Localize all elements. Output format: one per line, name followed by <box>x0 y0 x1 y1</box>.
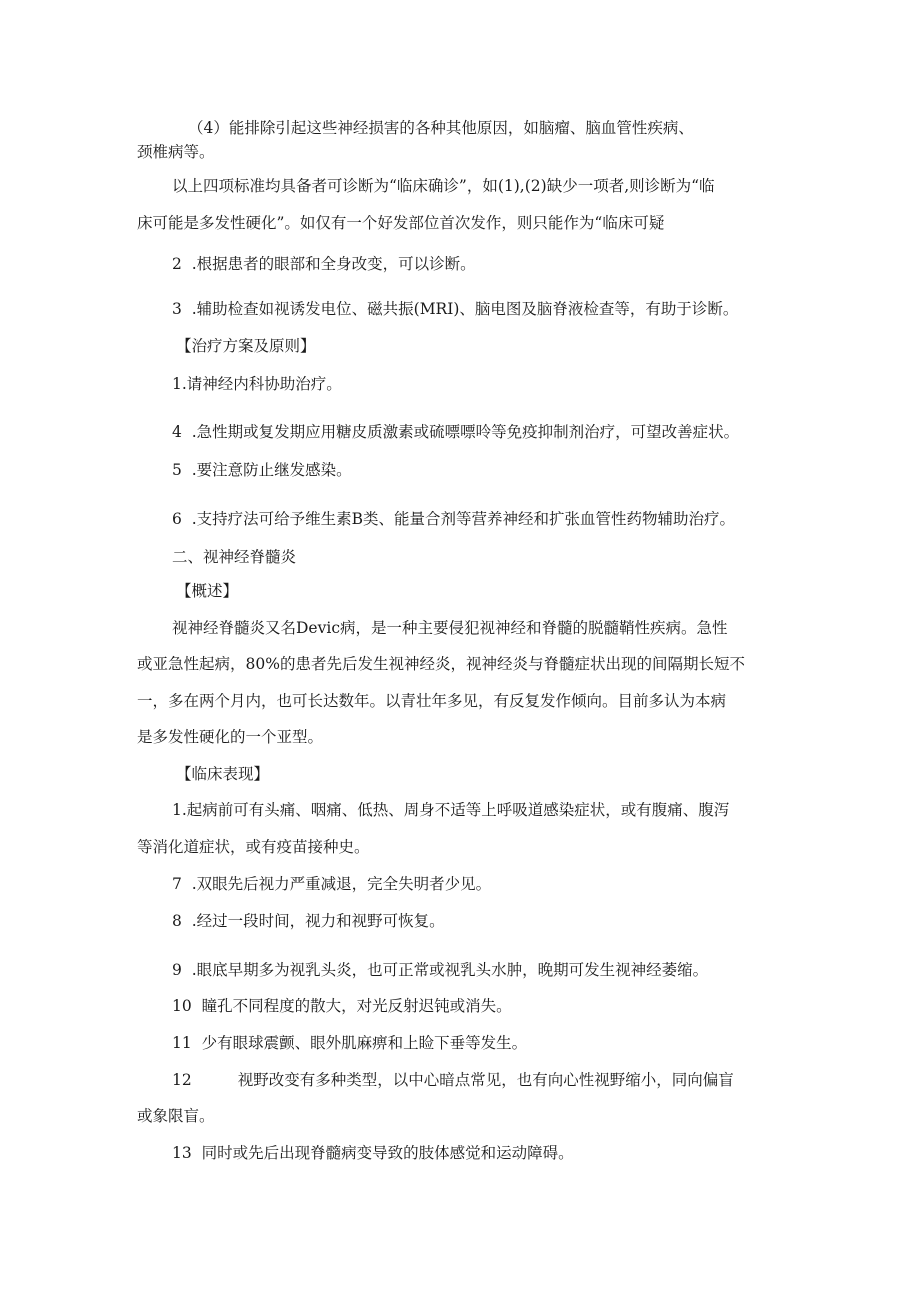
clinical-item-12-line-2: 或象限盲。 <box>137 1107 215 1125</box>
clinical-item-13: 13 同时或先后出现脊髓病变导致的肢体感觉和运动障碍。 <box>172 1144 574 1162</box>
item-5-infection: 5 .要注意防止继发感染。 <box>172 461 352 479</box>
heading-clinical: 【临床表现】 <box>176 765 270 783</box>
para-diagnosis-line-1: 以上四项标准均具备者可诊断为“临床确诊”，如(1),(2)缺少一项者,则诊断为“临 <box>172 177 715 195</box>
clinical-item-9: 9 .眼底早期多为视乳头炎，也可正常或视乳头水肿，晚期可发生视神经萎缩。 <box>172 961 709 979</box>
para-overview-line-4: 是多发性硬化的一个亚型。 <box>137 728 324 746</box>
clinical-item-12-line-1 <box>172 1069 734 1091</box>
para-overview-line-3: 一，多在两个月内，也可长达数年。以青壮年多见，有反复发作倾向。目前多认为本病 <box>137 692 727 710</box>
clinical-item-1-line-1: 1.起病前可有头痛、咽痛、低热、周身不适等上呼吸道感染症状，或有腹痛、腹泻 <box>172 801 730 819</box>
item-6-supportive: 6 .支持疗法可给予维生素B类、能量合剂等营养神经和扩张血管性药物辅助治疗。 <box>172 510 736 528</box>
clinical-item-10: 10 瞳孔不同程度的散大，对光反射迟钝或消失。 <box>172 997 512 1015</box>
para-diagnosis-line-2: 床可能是多发性硬化”。如仅有一个好发部位首次发作，则只能作为“临床可疑 <box>137 214 665 232</box>
heading-treatment: 【治疗方案及原则】 <box>176 337 316 355</box>
para-overview-line-2: 或亚急性起病，80%的患者先后发生视神经炎，视神经炎与脊髓症状出现的间隔期长短不 <box>137 655 745 673</box>
item-1-neurology: 1.请神经内科协助治疗。 <box>172 375 342 393</box>
clinical-item-1-line-2: 等消化道症状，或有疫苗接种史。 <box>137 838 370 856</box>
clinical-item-11: 11 少有眼球震颤、眼外肌麻痹和上睑下垂等发生。 <box>172 1034 528 1052</box>
para-criterion-4-line-1: （4）能排除引起这些神经损害的各种其他原因，如脑瘤、脑血管性疾病、 <box>188 119 694 137</box>
para-criterion-4-line-2: 颈椎病等。 <box>137 143 215 161</box>
item-2-diagnosis: 2 .根据患者的眼部和全身改变，可以诊断。 <box>172 255 476 273</box>
clinical-item-12-number: 12 <box>172 1071 192 1089</box>
para-overview-line-1: 视神经脊髓炎又名Devic病，是一种主要侵犯视神经和脊髓的脱髓鞘性疾病。急性 <box>172 619 728 637</box>
section-title-nmo: 二、视神经脊髓炎 <box>172 548 297 566</box>
clinical-item-12-text: 视野改变有多种类型，以中心暗点常见，也有向心性视野缩小，同向偏盲 <box>237 1071 734 1089</box>
item-3-auxiliary-exam: 3 .辅助检查如视诱发电位、磁共振(MRI)、脑电图及脑脊液检查等，有助于诊断。 <box>172 300 739 318</box>
heading-overview: 【概述】 <box>176 582 239 600</box>
item-4-acute-phase: 4 .急性期或复发期应用糖皮质激素或硫嘌嘌呤等免疫抑制剂治疗，可望改善症状。 <box>172 423 740 441</box>
clinical-item-8: 8 .经过一段时间，视力和视野可恢复。 <box>172 912 445 930</box>
clinical-item-7: 7 .双眼先后视力严重减退，完全失明者少见。 <box>172 875 492 893</box>
